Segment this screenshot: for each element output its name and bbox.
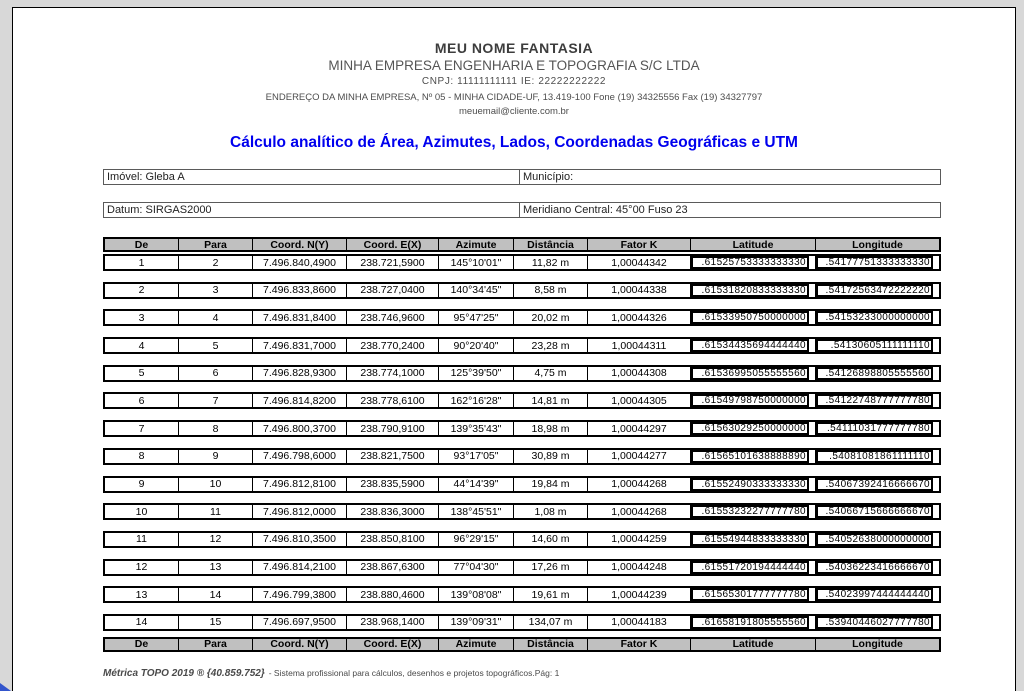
cell-dist: 14,81 m bbox=[513, 394, 587, 407]
table-row bbox=[103, 559, 941, 576]
cell-n: 7.496.798,6000 bbox=[252, 450, 346, 463]
lon-value-box: .54126898805555560 bbox=[816, 367, 933, 380]
cell-az: 139°35'43" bbox=[438, 422, 513, 435]
table-row bbox=[103, 614, 941, 631]
cell-de: 14 bbox=[135, 616, 148, 629]
company-header bbox=[13, 40, 1015, 117]
cell-lon bbox=[815, 616, 939, 629]
cell-lat bbox=[690, 339, 815, 352]
cell-n: 7.496.799,3800 bbox=[252, 588, 346, 601]
cell-lat bbox=[690, 561, 815, 574]
lat-value-box: .61563029250000000 bbox=[691, 422, 809, 435]
cell-para: 14 bbox=[178, 588, 252, 601]
footer-text: - Sistema profissional para cálculos, desenhos e projetos topográficos.Pág: 1 bbox=[268, 668, 560, 678]
table-row bbox=[103, 531, 941, 548]
column-header: Coord. E(X) bbox=[346, 239, 438, 250]
coordinates-table bbox=[103, 237, 941, 652]
lat-value-box: .61549798750000000 bbox=[691, 394, 809, 407]
table-footer-header-row bbox=[103, 637, 941, 652]
cell-n: 7.496.810,3500 bbox=[252, 533, 346, 546]
table-row bbox=[103, 365, 941, 382]
lon-value-box: .54153233000000000 bbox=[816, 311, 933, 324]
lon-value-box: .54067392416666670 bbox=[816, 478, 933, 491]
table-header-row bbox=[103, 237, 941, 252]
cell-e: 238.727,0400 bbox=[346, 284, 438, 297]
column-header: Coord. N(Y) bbox=[252, 239, 346, 250]
cell-para: 3 bbox=[178, 284, 252, 297]
cell-para: 15 bbox=[178, 616, 252, 629]
cell-de: 11 bbox=[136, 533, 147, 546]
column-header: Distância bbox=[513, 639, 587, 650]
cell-e: 238.867,6300 bbox=[346, 561, 438, 574]
cell-az: 44°14'39" bbox=[438, 478, 513, 491]
table-row bbox=[103, 392, 941, 409]
cell-k: 1,00044268 bbox=[587, 505, 690, 518]
cell-lat bbox=[690, 450, 815, 463]
cell-de: 10 bbox=[135, 505, 148, 518]
cell-k: 1,00044305 bbox=[587, 394, 690, 407]
report-page bbox=[12, 7, 1016, 691]
cell-az: 77°04'30" bbox=[438, 561, 513, 574]
lat-value-box: .61565101638888890 bbox=[691, 450, 809, 463]
table-row bbox=[103, 337, 941, 354]
column-header: De bbox=[134, 239, 149, 250]
lat-value-box: .61533950750000000 bbox=[691, 311, 809, 324]
cell-de: 7 bbox=[138, 422, 145, 435]
lon-value-box: .54177751333333330 bbox=[816, 256, 933, 269]
cell-lon bbox=[815, 339, 939, 352]
cell-e: 238.790,9100 bbox=[346, 422, 438, 435]
column-header: Latitude bbox=[690, 239, 815, 250]
field-row-2 bbox=[103, 202, 941, 218]
cell-n: 7.496.831,8400 bbox=[252, 311, 346, 324]
cell-lon bbox=[815, 256, 939, 269]
table-row bbox=[103, 420, 941, 437]
lon-value-box: .53940446027777780 bbox=[816, 616, 933, 629]
cell-dist: 30,89 m bbox=[513, 450, 587, 463]
column-header: Para bbox=[178, 239, 252, 250]
lat-value-box: .61551720194444440 bbox=[691, 561, 809, 574]
lon-value-box: .54130605111111110 bbox=[816, 339, 933, 352]
cell-az: 90°20'40" bbox=[438, 339, 513, 352]
cell-lat bbox=[690, 367, 815, 380]
company-cnpj-ie: CNPJ: 11111111111 IE: 22222222222 bbox=[421, 76, 607, 87]
cell-k: 1,00044326 bbox=[587, 311, 690, 324]
cell-dist: 17,26 m bbox=[513, 561, 587, 574]
company-address: ENDEREÇO DA MINHA EMPRESA, Nº 05 - MINHA CIDADE-UF, 13.419-100 Fone (19) 34325556 Fax (19) 34327797 bbox=[265, 92, 763, 103]
cell-lon bbox=[815, 284, 939, 297]
field-meridiano: Meridiano Central: 45°00 Fuso 23 bbox=[520, 202, 941, 218]
column-header: Coord. N(Y) bbox=[252, 639, 346, 650]
cell-n: 7.496.800,3700 bbox=[252, 422, 346, 435]
column-header: Para bbox=[178, 639, 252, 650]
lat-value-box: .61536995055555560 bbox=[691, 367, 809, 380]
cell-para: 4 bbox=[178, 311, 252, 324]
cell-e: 238.880,4600 bbox=[346, 588, 438, 601]
cell-n: 7.496.812,8100 bbox=[252, 478, 346, 491]
cell-dist: 4,75 m bbox=[513, 367, 587, 380]
company-email: meuemail@cliente.com.br bbox=[459, 106, 569, 117]
cell-e: 238.770,2400 bbox=[346, 339, 438, 352]
lon-value-box: .54172563472222220 bbox=[816, 284, 933, 297]
cell-k: 1,00044342 bbox=[587, 256, 690, 269]
cell-k: 1,00044268 bbox=[587, 478, 690, 491]
cell-de: 3 bbox=[138, 311, 145, 324]
lon-value-box: .54122748777777780 bbox=[816, 394, 933, 407]
cell-az: 138°45'51" bbox=[438, 505, 513, 518]
column-header: Coord. E(X) bbox=[346, 639, 438, 650]
table-row bbox=[103, 282, 941, 299]
cell-lon bbox=[815, 422, 939, 435]
cell-n: 7.496.814,8200 bbox=[252, 394, 346, 407]
table-row bbox=[103, 309, 941, 326]
cell-dist: 19,61 m bbox=[513, 588, 587, 601]
cell-dist: 14,60 m bbox=[513, 533, 587, 546]
cell-de: 13 bbox=[135, 588, 148, 601]
company-name: MEU NOME FANTASIA bbox=[434, 40, 594, 56]
lat-value-box: .61552490333333330 bbox=[691, 478, 809, 491]
cell-e: 238.821,7500 bbox=[346, 450, 438, 463]
cell-lon bbox=[815, 505, 939, 518]
column-header: Fator K bbox=[587, 639, 690, 650]
cell-dist: 20,02 m bbox=[513, 311, 587, 324]
cell-n: 7.496.840,4900 bbox=[252, 256, 346, 269]
cell-n: 7.496.833,8600 bbox=[252, 284, 346, 297]
cell-k: 1,00044277 bbox=[587, 450, 690, 463]
lon-value-box: .54023997444444440 bbox=[816, 588, 933, 601]
cell-e: 238.746,9600 bbox=[346, 311, 438, 324]
column-header: Longitude bbox=[815, 639, 939, 650]
cell-lon bbox=[815, 561, 939, 574]
table-row bbox=[103, 476, 941, 493]
lon-value-box: .54066715666666670 bbox=[816, 505, 933, 518]
cell-dist: 11,82 m bbox=[513, 256, 587, 269]
cell-n: 7.496.831,7000 bbox=[252, 339, 346, 352]
field-row-1 bbox=[103, 169, 941, 185]
table-body bbox=[103, 254, 941, 631]
cell-az: 96°29'15" bbox=[438, 533, 513, 546]
column-header: De bbox=[134, 638, 149, 650]
cell-lat bbox=[690, 505, 815, 518]
cell-az: 145°10'01" bbox=[438, 256, 513, 269]
cell-lon bbox=[815, 394, 939, 407]
cell-lon bbox=[815, 450, 939, 463]
field-datum: Datum: SIRGAS2000 bbox=[103, 202, 520, 218]
cell-k: 1,00044338 bbox=[587, 284, 690, 297]
lat-value-box: .61553232277777780 bbox=[691, 505, 809, 518]
cell-de: 9 bbox=[138, 478, 145, 490]
cell-az: 139°08'08" bbox=[438, 588, 513, 601]
cell-e: 238.968,1400 bbox=[346, 616, 438, 629]
cell-az: 95°47'25" bbox=[438, 311, 513, 324]
cell-lat bbox=[690, 478, 815, 491]
cell-e: 238.721,5900 bbox=[346, 256, 438, 269]
lat-value-box: .61534435694444440 bbox=[691, 339, 809, 352]
table-row bbox=[103, 448, 941, 465]
cell-de: 1 bbox=[138, 256, 145, 269]
cell-para: 6 bbox=[178, 367, 252, 380]
cell-n: 7.496.814,2100 bbox=[252, 561, 346, 574]
cell-n: 7.496.697,9500 bbox=[252, 616, 346, 629]
cell-para: 2 bbox=[178, 256, 252, 269]
table-row bbox=[103, 586, 941, 603]
cell-e: 238.850,8100 bbox=[346, 533, 438, 546]
lat-value-box: .61525753333333330 bbox=[691, 256, 809, 269]
column-header: Latitude bbox=[690, 639, 815, 650]
corner-artifact bbox=[0, 683, 11, 691]
cell-lat bbox=[690, 616, 815, 629]
column-header: Longitude bbox=[815, 239, 939, 250]
cell-de: 2 bbox=[138, 284, 145, 297]
cell-az: 125°39'50" bbox=[438, 367, 513, 380]
lon-value-box: .54111031777777780 bbox=[816, 422, 933, 435]
cell-para: 10 bbox=[178, 478, 252, 491]
cell-dist: 23,28 m bbox=[513, 339, 587, 352]
cell-lat bbox=[690, 311, 815, 324]
software-brand: Métrica TOPO 2019 ® {40.859.752} bbox=[103, 668, 265, 679]
cell-k: 1,00044183 bbox=[587, 616, 690, 629]
cell-az: 93°17'05" bbox=[438, 450, 513, 463]
cell-para: 9 bbox=[178, 450, 252, 463]
cell-n: 7.496.812,0000 bbox=[252, 505, 346, 518]
cell-az: 140°34'45" bbox=[438, 284, 513, 297]
column-header: Distância bbox=[513, 239, 587, 250]
cell-para: 12 bbox=[178, 533, 252, 546]
lat-value-box: .61565301777777780 bbox=[691, 588, 809, 601]
cell-lon bbox=[815, 311, 939, 324]
cell-e: 238.835,5900 bbox=[346, 478, 438, 491]
cell-lon bbox=[815, 588, 939, 601]
table-row bbox=[103, 254, 941, 271]
report-footer bbox=[103, 663, 963, 681]
field-imovel: Imóvel: Gleba A bbox=[103, 169, 520, 185]
cell-de: 5 bbox=[138, 367, 145, 380]
cell-para: 5 bbox=[178, 339, 252, 352]
cell-az: 162°16'28" bbox=[438, 394, 513, 407]
cell-para: 11 bbox=[178, 505, 252, 518]
cell-de: 6 bbox=[138, 394, 145, 407]
cell-de: 4 bbox=[138, 339, 145, 352]
cell-k: 1,00044308 bbox=[587, 367, 690, 380]
report-title: Cálculo analítico de Área, Azimutes, Lados, Coordenadas Geográficas e UTM bbox=[230, 134, 798, 151]
cell-de: 12 bbox=[135, 561, 148, 574]
cell-dist: 8,58 m bbox=[513, 284, 587, 297]
cell-lat bbox=[690, 394, 815, 407]
cell-lon bbox=[815, 533, 939, 546]
cell-para: 13 bbox=[178, 561, 252, 574]
column-header: Azimute bbox=[438, 239, 513, 250]
lon-value-box: .54036223416666670 bbox=[816, 561, 933, 574]
column-header: Fator K bbox=[587, 239, 690, 250]
cell-lat bbox=[690, 422, 815, 435]
cell-dist: 134,07 m bbox=[513, 616, 587, 629]
company-legal-name: MINHA EMPRESA ENGENHARIA E TOPOGRAFIA S/C LTDA bbox=[328, 58, 700, 73]
cell-e: 238.778,6100 bbox=[346, 394, 438, 407]
lon-value-box: .54052638000000000 bbox=[816, 533, 933, 546]
cell-para: 8 bbox=[178, 422, 252, 435]
cell-dist: 18,98 m bbox=[513, 422, 587, 435]
lat-value-box: .61531820833333330 bbox=[691, 284, 809, 297]
cell-para: 7 bbox=[178, 394, 252, 407]
lon-value-box: .54081081861111110 bbox=[816, 450, 933, 463]
cell-k: 1,00044259 bbox=[587, 533, 690, 546]
lat-value-box: .61554944833333330 bbox=[691, 533, 809, 546]
cell-lon bbox=[815, 478, 939, 491]
lat-value-box: .61658191805555560 bbox=[691, 616, 809, 629]
column-header: Azimute bbox=[438, 639, 513, 650]
cell-dist: 19,84 m bbox=[513, 478, 587, 491]
cell-e: 238.836,3000 bbox=[346, 505, 438, 518]
field-municipio: Município: bbox=[520, 169, 941, 185]
cell-k: 1,00044297 bbox=[587, 422, 690, 435]
cell-k: 1,00044248 bbox=[587, 561, 690, 574]
cell-lon bbox=[815, 367, 939, 380]
table-row bbox=[103, 503, 941, 520]
cell-e: 238.774,1000 bbox=[346, 367, 438, 380]
cell-lat bbox=[690, 284, 815, 297]
cell-lat bbox=[690, 588, 815, 601]
cell-k: 1,00044239 bbox=[587, 588, 690, 601]
cell-az: 139°09'31" bbox=[438, 616, 513, 629]
cell-lat bbox=[690, 533, 815, 546]
cell-k: 1,00044311 bbox=[587, 339, 690, 352]
cell-de: 8 bbox=[138, 450, 145, 463]
cell-n: 7.496.828,9300 bbox=[252, 367, 346, 380]
cell-lat bbox=[690, 256, 815, 269]
cell-dist: 1,08 m bbox=[513, 505, 587, 518]
